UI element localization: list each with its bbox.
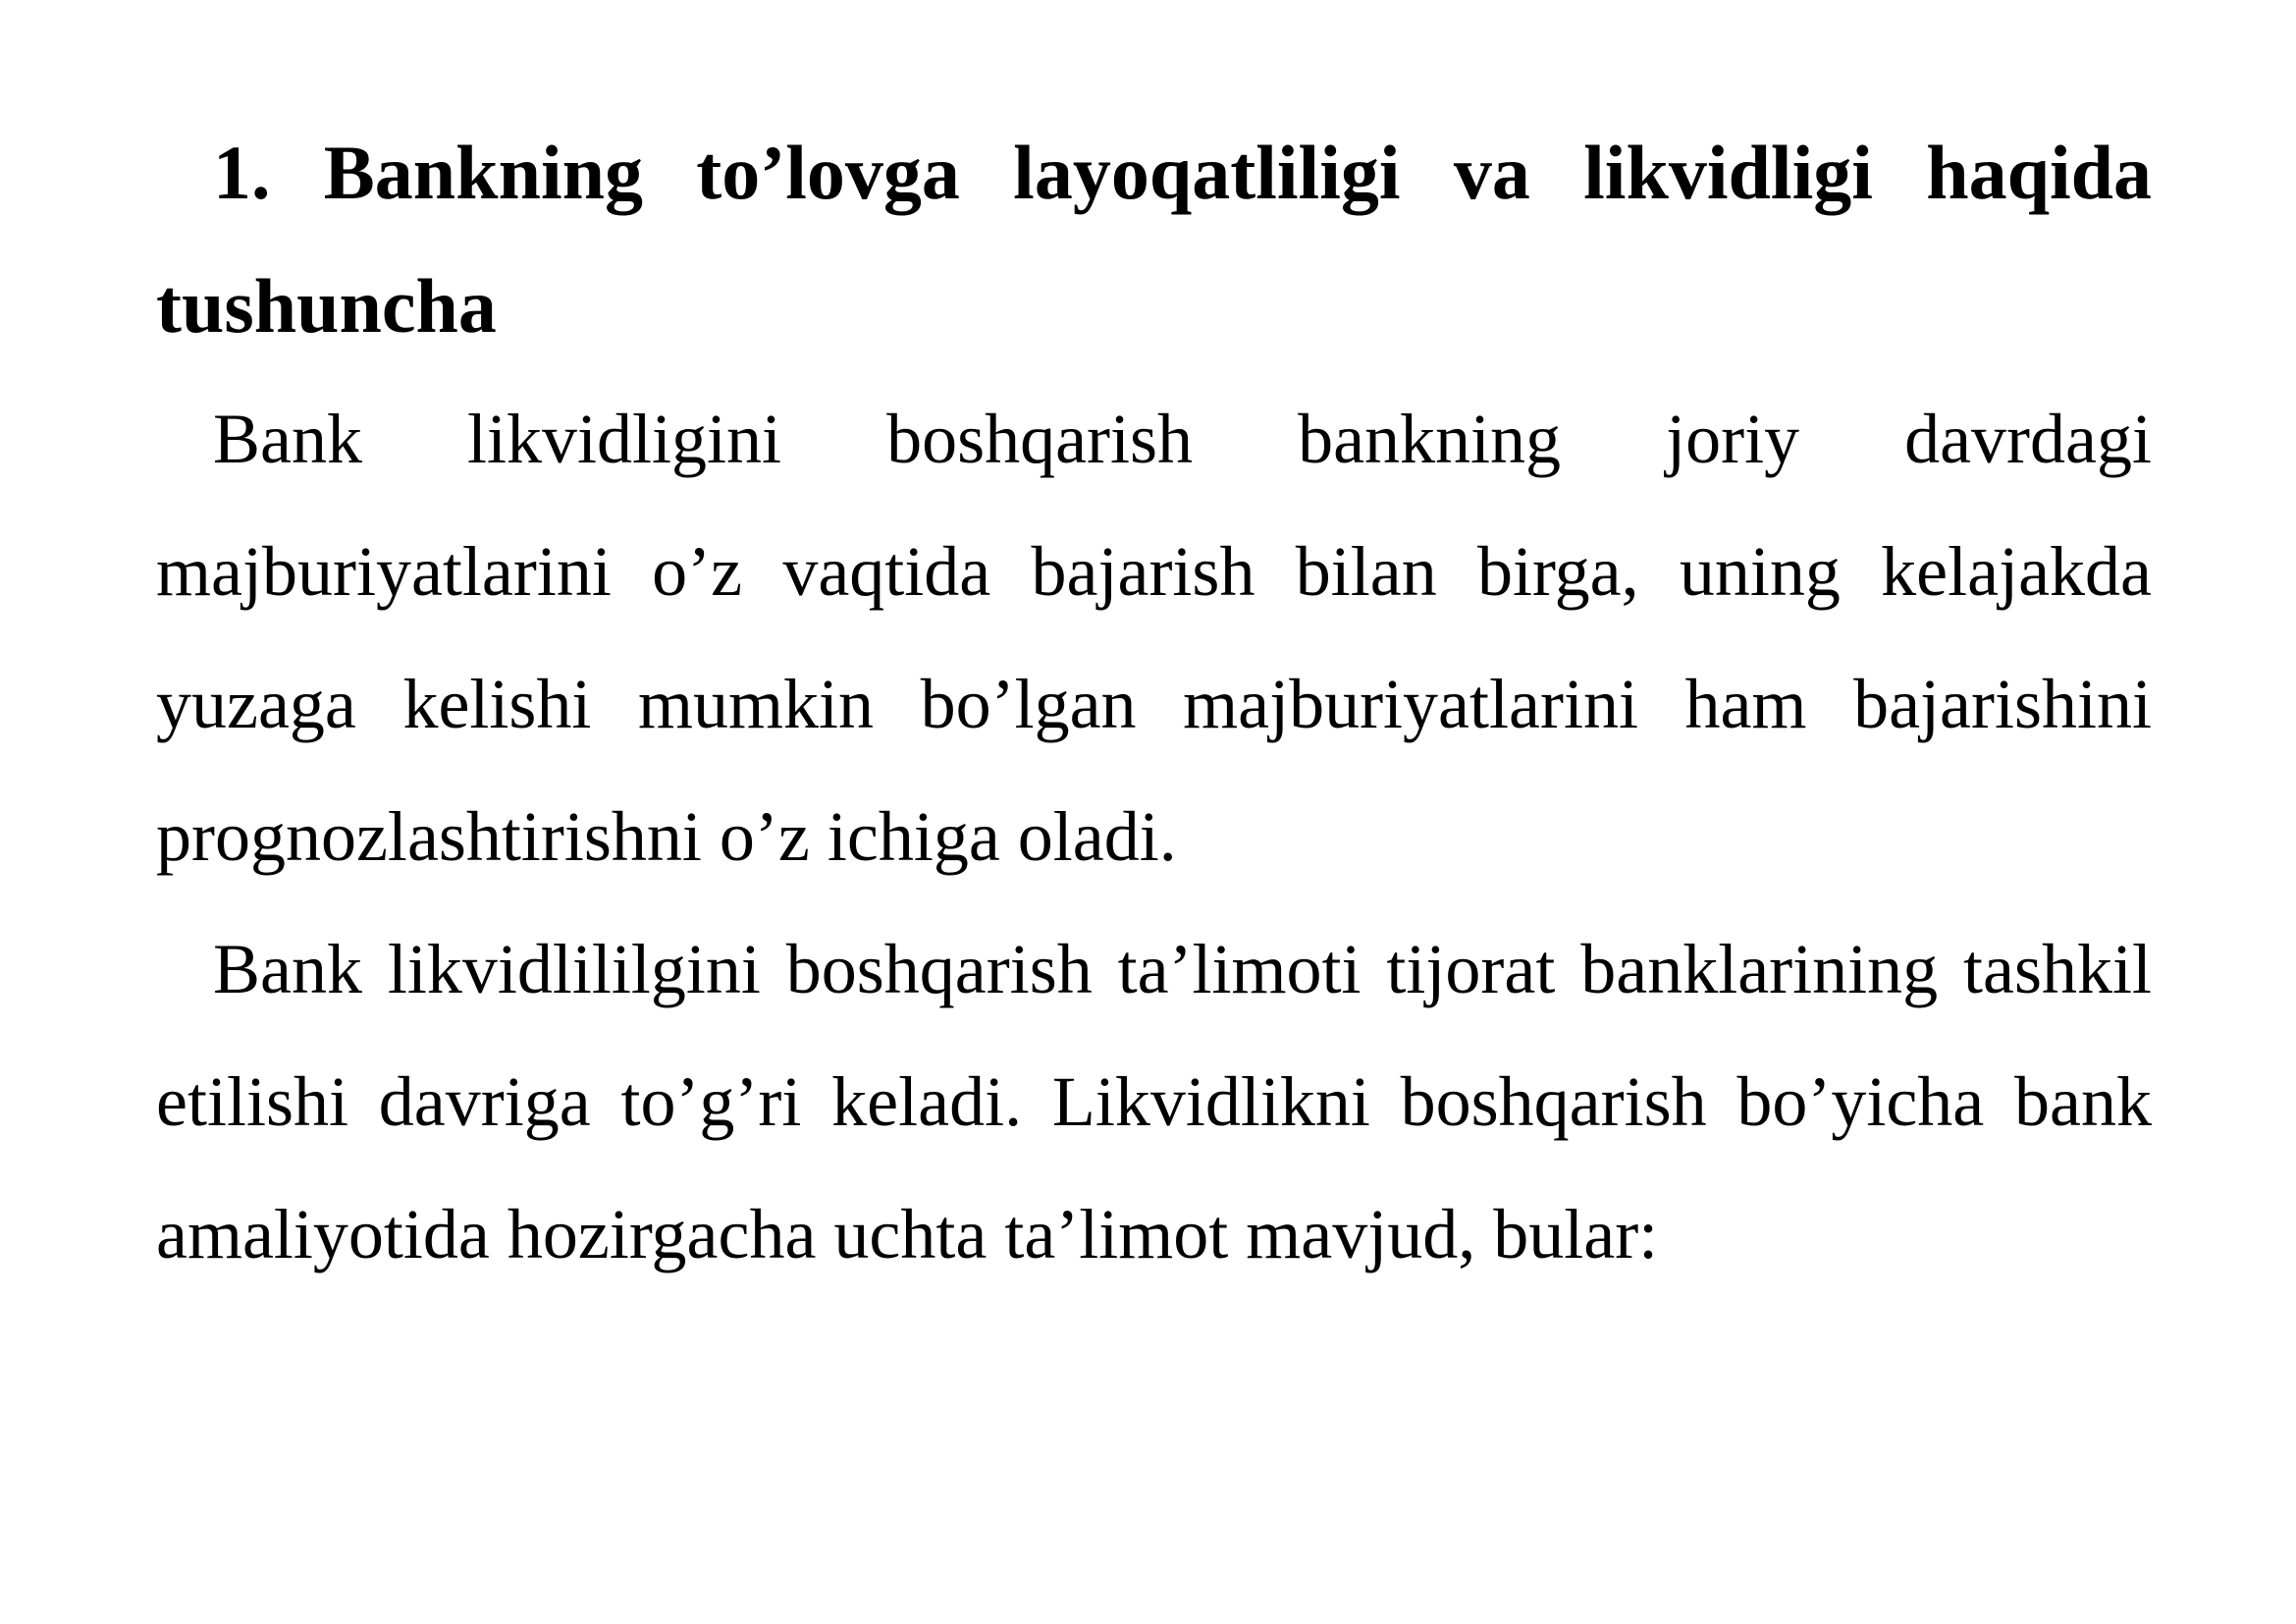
section-heading: 1. Bankning to’lovga layoqatliligi va likvidligi haqida tushuncha: [156, 130, 2152, 349]
paragraph-2: Bank likvidlililgini boshqarish ta’limoti tijorat banklarining tashkil etilishi davriga to’g’ri keladi. Likvidlikni boshqarish bo’yicha bank amaliyotida hozirgacha uchta ta’limot mavjud, bular:: [156, 930, 2152, 1273]
document-page: [156, 106, 2152, 1301]
paragraph-1: Bank likvidligini boshqarish bankning joriy davrdagi majburiyatlarini o’z vaqtida bajarish bilan birga, uning kelajakda yuzaga kelishi mumkin bo’lgan majburiyatlarini ham bajarishini prognozlashtirishni o’z ichiga oladi.: [156, 400, 2152, 876]
